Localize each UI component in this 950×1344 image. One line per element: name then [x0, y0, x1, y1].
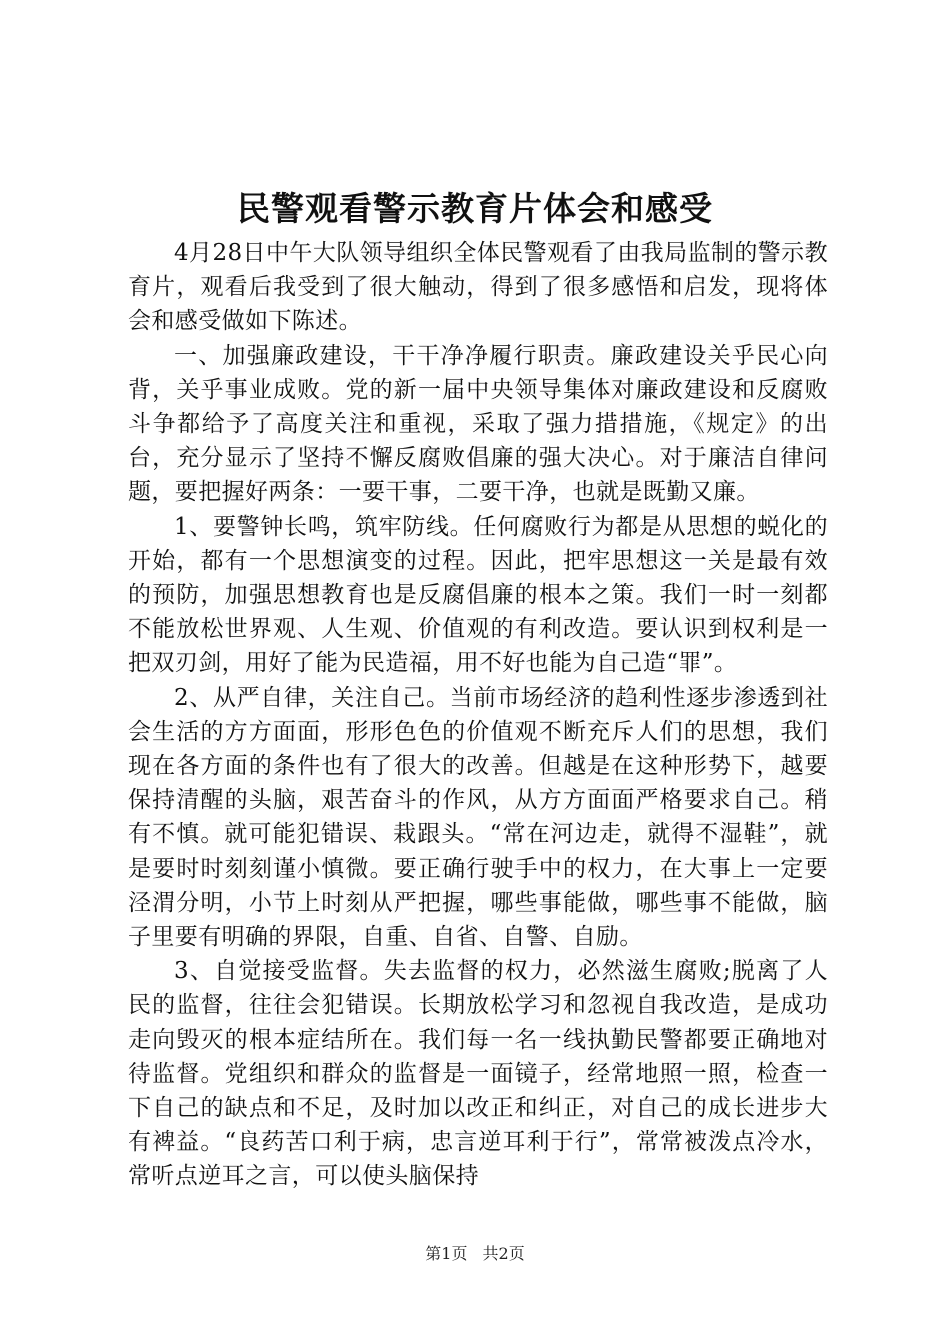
- paragraph-section-1: 一、加强廉政建设，干干净净履行职责。廉政建设关乎民心向背，关乎事业成败。党的新一届中央领导集体对廉政建设和反腐败斗争都给予了高度关注和重视，采取了强力措措施，《规定》的出台，充分显示了坚持不懈反腐败倡廉的强大决心。对于廉洁自律问题，要把握好两条：一要干事，二要干净，也就是既勤又廉。: [128, 342, 828, 506]
- document-body: [128, 236, 828, 1194]
- page-footer: [0, 1243, 950, 1265]
- page-total: 共2页: [482, 1244, 525, 1263]
- document-title: 民警观看警示教育片体会和感受: [237, 189, 713, 228]
- paragraph-point-3: 3、自觉接受监督。失去监督的权力，必然滋生腐败;脱离了人民的监督，往往会犯错误。长期放松学习和忽视自我改造，是成功走向毁灭的根本症结所在。我们每一名一线执勤民警都要正确地对待监督。党组织和群众的监督是一面镜子，经常地照一照，检查一下自己的缺点和不足，及时加以改正和纠正，对自己的成长进步大有裨益。“良药苦口利于病，忠言逆耳利于行”，常常被泼点冷水，常听点逆耳之言，可以使头脑保持: [128, 958, 828, 1190]
- page-number: 第1页: [425, 1244, 468, 1263]
- paragraph-point-2: 2、从严自律，关注自己。当前市场经济的趋利性逐步渗透到社会生活的方方面面，形形色色的价值观不断充斥人们的思想，我们现在各方面的条件也有了很大的改善。但越是在这种形势下，越要保持清醒的头脑，艰苦奋斗的作风，从方方面面严格要求自己。稍有不慎。就可能犯错误、栽跟头。“常在河边走，就得不湿鞋”，就是要时时刻刻谨小慎微。要正确行驶手中的权力，在大事上一定要泾渭分明，小节上时刻从严把握，哪些事能做，哪些事不能做，脑子里要有明确的界限，自重、自省、自警、自励。: [128, 684, 828, 951]
- paragraph-point-1: 1、要警钟长鸣，筑牢防线。任何腐败行为都是从思想的蜕化的开始，都有一个思想演变的过程。因此，把牢思想这一关是最有效的预防，加强思想教育也是反腐倡廉的根本之策。我们一时一刻都不能放松世界观、人生观、价值观的有利改造。要认识到权利是一把双刃剑，用好了能为民造福，用不好也能为自己造“罪”。: [128, 513, 828, 677]
- paragraph-intro: 4月28日中午大队领导组织全体民警观看了由我局监制的警示教育片，观看后我受到了很大触动，得到了很多感悟和启发，现将体会和感受做如下陈述。: [128, 240, 828, 335]
